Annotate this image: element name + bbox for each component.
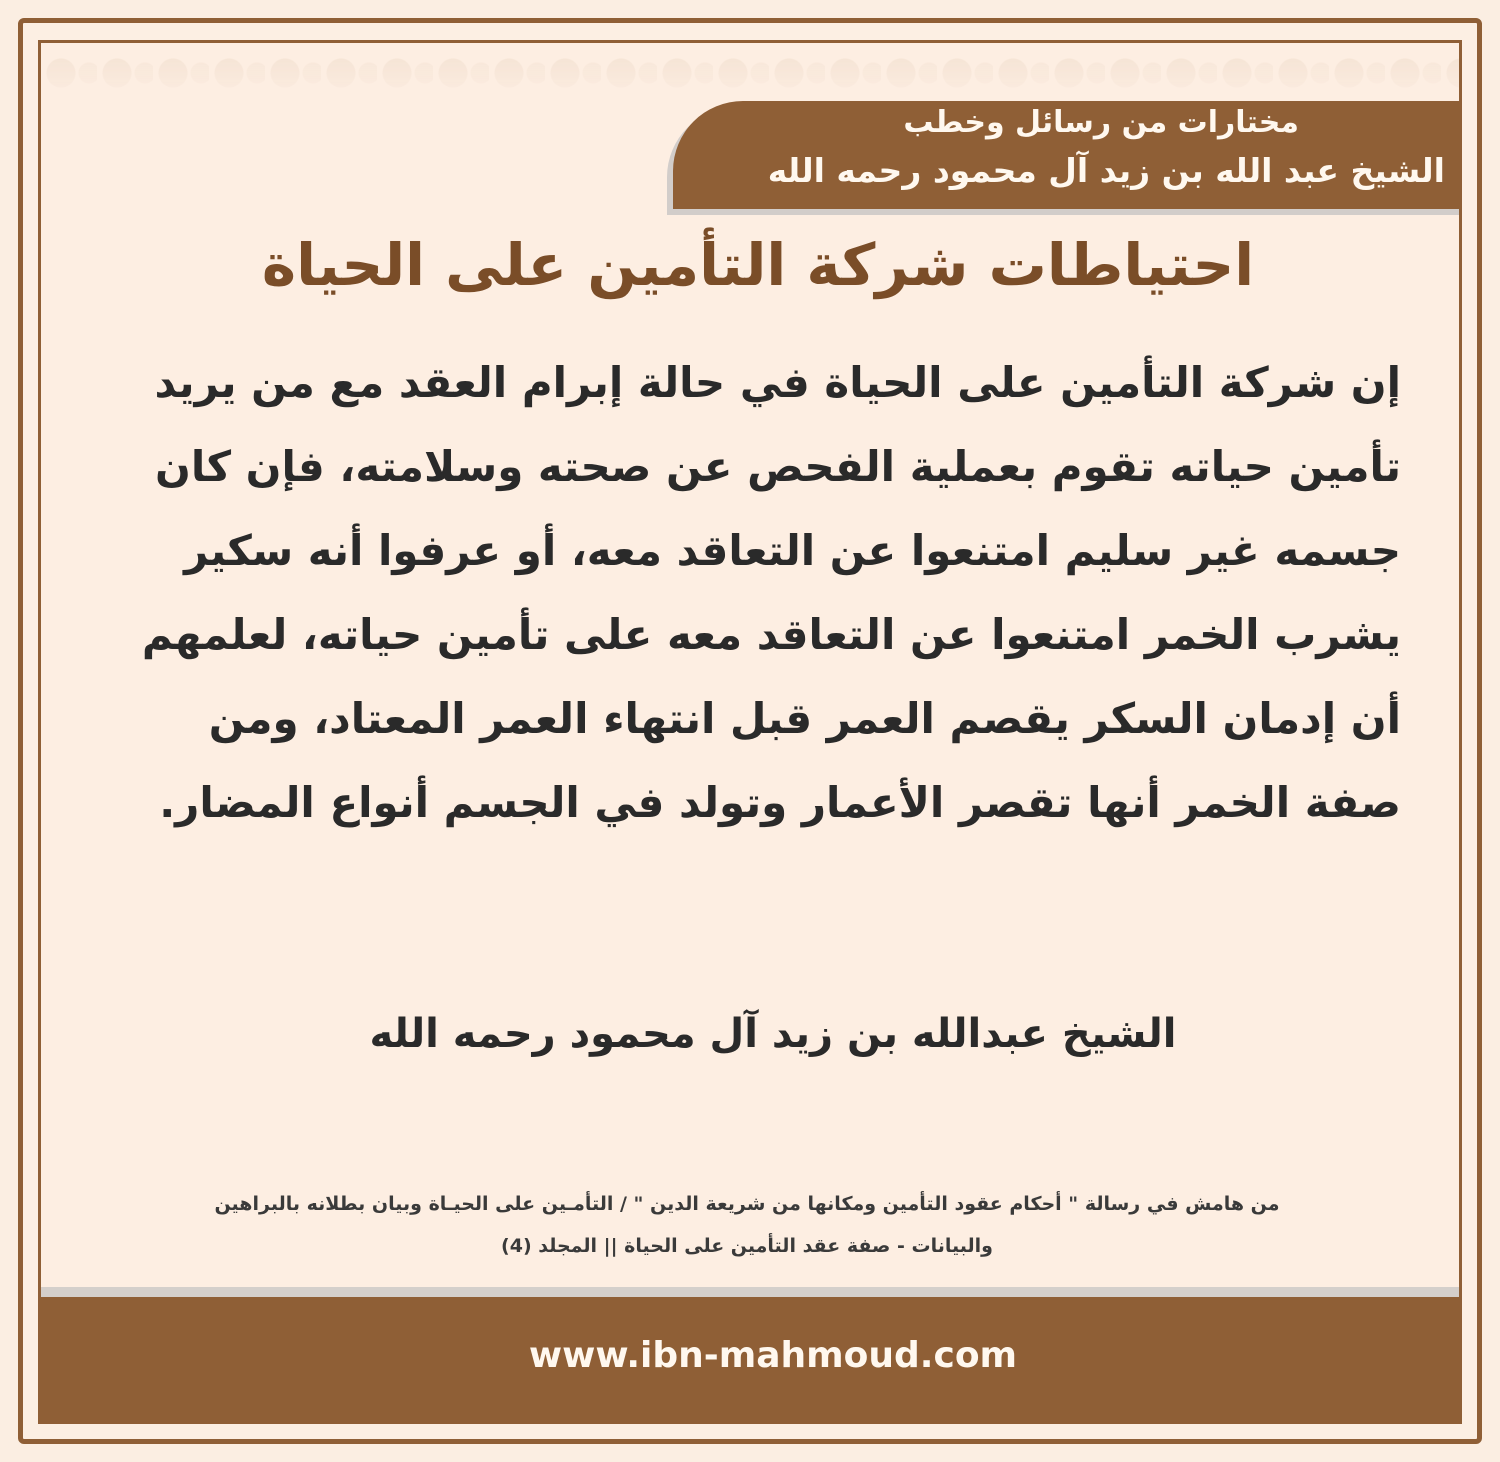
decorative-pattern	[41, 43, 1459, 103]
source-footnote	[137, 1183, 1357, 1267]
footer-divider	[41, 1287, 1459, 1297]
page-title: احتياطات شركة التأمين على الحياة	[261, 231, 1255, 299]
card	[38, 40, 1462, 1424]
website-link[interactable]: www.ibn-mahmoud.com	[528, 1335, 1018, 1376]
header-series-title: مختارات من رسائل وخطب	[903, 105, 1299, 140]
author-attribution: الشيخ عبدالله بن زيد آل محمود رحمه الله	[369, 1011, 1177, 1057]
body-paragraph: إن شركة التأمين على الحياة في حالة إبرام العقد مع من يريد تأمين حياته تقوم بعملية الفحص عن صحته وسلامته، فإن كان جسمه غير سليم امتنعوا عن التعاقد معه، أو عرفوا أنه سكير يشرب الخمر امتنعوا عن التعاقد معه على تأمين حياته، لعلمهم أن إدمان السكر يقصم العمر قبل انتهاء العمر المعتاد، ومن صفة الخمر أنها تقصر الأعمار وتولد في الجسم أنواع المضار.	[141, 358, 1401, 827]
footnote-line-1: من هامش في رسالة " أحكام عقود التأمين ومكانها من شريعة الدين " / التأمـين على الحيـاة وبيان بطلانه بالبراهين	[214, 1193, 1280, 1215]
header-banner	[673, 101, 1462, 209]
footnote-line-2: والبيانات - صفة عقد التأمين على الحياة || المجلد (4)	[501, 1235, 993, 1257]
header-sheikh-name: الشيخ عبد الله بن زيد آل محمود رحمه الله	[767, 151, 1445, 190]
